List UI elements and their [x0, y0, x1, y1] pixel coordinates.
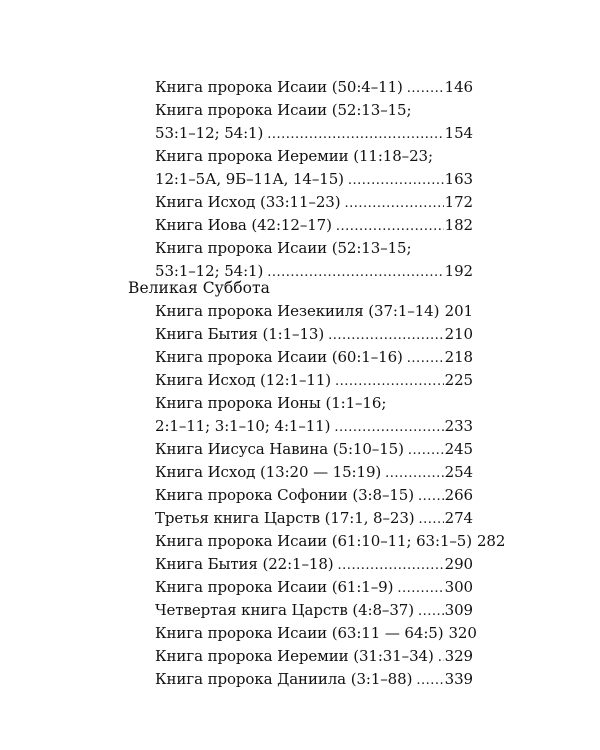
- dot-leader: [344, 192, 443, 215]
- toc-entry[interactable]: [155, 530, 506, 553]
- dot-leader: [407, 77, 444, 100]
- toc-entry-title: Книга Исход (12:1–11): [155, 371, 332, 389]
- toc-line: [155, 237, 473, 260]
- dot-leader: [338, 554, 444, 577]
- toc-entry-title-cont: 53:1–12; 54:1): [155, 124, 264, 142]
- dot-leader: [335, 370, 444, 393]
- toc-entry[interactable]: [155, 507, 473, 530]
- toc-entry-title-cont: 53:1–12; 54:1): [155, 262, 264, 280]
- toc-section-holy-saturday: [0, 276, 600, 691]
- toc-line: [155, 392, 473, 415]
- toc-page-number: 172: [444, 193, 473, 211]
- toc-entry-title: Четвертая книга Царств (4:8–37): [155, 601, 414, 619]
- toc-entry-title: Книга пророка Исаии (61:1–9): [155, 578, 394, 596]
- toc-entry-title: Книга пророка Даниила (3:1–88): [155, 670, 413, 688]
- toc-line: [155, 484, 473, 507]
- toc-page-number: 300: [444, 578, 473, 596]
- toc-entry-title: Книга Исход (33:11–23): [155, 193, 341, 211]
- toc-entry-title: Книга пророка Исаии (63:11 — 64:5): [155, 624, 444, 642]
- toc-page-number: 201: [444, 302, 473, 320]
- toc-page-number: 154: [444, 124, 473, 142]
- toc-line: [155, 168, 473, 191]
- toc-line: [155, 300, 473, 323]
- dot-leader: [419, 508, 444, 531]
- toc-line: [155, 415, 473, 438]
- dot-leader: [407, 347, 444, 370]
- toc-entry[interactable]: [155, 191, 473, 214]
- toc-entry[interactable]: [155, 99, 473, 145]
- toc-entry[interactable]: [155, 484, 473, 507]
- toc-entry-title: Книга Бытия (22:1–18): [155, 555, 334, 573]
- dot-leader: [336, 215, 444, 238]
- toc-page-number: 290: [444, 555, 473, 573]
- toc-line: [155, 530, 506, 553]
- dot-leader: [418, 600, 444, 623]
- toc-entry-title-cont: 2:1–11; 3:1–10; 4:1–11): [155, 417, 331, 435]
- toc-entry[interactable]: [155, 622, 477, 645]
- toc-line: [155, 214, 473, 237]
- toc-line: [155, 507, 473, 530]
- toc-entry[interactable]: [155, 346, 473, 369]
- toc-entry[interactable]: [155, 576, 473, 599]
- toc-entry-title: Книга пророка Иеремии (31:31–34): [155, 647, 434, 665]
- toc-page-number: 218: [444, 348, 473, 366]
- dot-leader: [385, 462, 444, 485]
- toc-line: [155, 599, 473, 622]
- toc-entry[interactable]: [155, 599, 473, 622]
- toc-line: [155, 461, 473, 484]
- toc-entry-title: Книга пророка Иеремии (11:18–23;: [155, 147, 433, 165]
- toc-page-number: 146: [444, 78, 473, 96]
- toc-page-number: 245: [444, 440, 473, 458]
- toc-entry[interactable]: [155, 76, 473, 99]
- toc-line: [155, 99, 473, 122]
- dot-leader: [328, 324, 444, 347]
- toc-entry[interactable]: [155, 645, 473, 668]
- toc-line: [155, 645, 473, 668]
- toc-entry-title-cont: 12:1–5А, 9Б–11А, 14–15): [155, 170, 344, 188]
- toc-entry[interactable]: [155, 369, 473, 392]
- toc-entry[interactable]: [155, 323, 473, 346]
- toc-page-number: 210: [444, 325, 473, 343]
- toc-entry[interactable]: [155, 668, 473, 691]
- toc-line: [155, 145, 473, 168]
- toc-line: [155, 76, 473, 99]
- section-title: Великая Суббота: [128, 279, 270, 297]
- toc-entry-title: Книга пророка Ионы (1:1–16;: [155, 394, 387, 412]
- toc-entry[interactable]: [155, 214, 473, 237]
- toc-page-number: 282: [476, 532, 506, 550]
- dot-leader: [334, 416, 443, 439]
- dot-leader: [397, 577, 443, 600]
- toc-entry-title: Книга пророка Софонии (3:8–15): [155, 486, 414, 504]
- toc-entry-title: Книга пророка Исаии (52:13–15;: [155, 101, 412, 119]
- toc-entry-title: Книга пророка Исаии (60:1–16): [155, 348, 403, 366]
- toc-entry[interactable]: [155, 461, 473, 484]
- toc-entry[interactable]: [155, 438, 473, 461]
- toc-entry-title: Книга Бытия (1:1–13): [155, 325, 325, 343]
- dot-leader: [348, 169, 444, 192]
- toc-page-number: 254: [444, 463, 473, 481]
- toc-entry[interactable]: [155, 300, 473, 323]
- toc-line: [155, 622, 477, 645]
- dot-leader: [408, 439, 444, 462]
- toc-line: [155, 122, 473, 145]
- toc-entry-title: Книга Исход (13:20 — 15:19): [155, 463, 382, 481]
- toc-entry[interactable]: [155, 553, 473, 576]
- toc-entry[interactable]: [155, 392, 473, 438]
- toc-page-number: 182: [444, 216, 473, 234]
- toc-line: [155, 576, 473, 599]
- toc-line: [155, 191, 473, 214]
- toc-page-number: 274: [444, 509, 473, 527]
- toc-page-number: 225: [444, 371, 473, 389]
- toc-page-number: 309: [444, 601, 473, 619]
- dot-leader: [416, 669, 443, 692]
- toc-entry-title: Книга Иова (42:12–17): [155, 216, 332, 234]
- toc-line: [155, 323, 473, 346]
- toc-line: [155, 369, 473, 392]
- toc-entry-title: Книга пророка Исаии (61:10–11; 63:1–5): [155, 532, 472, 550]
- toc-page-number: 329: [444, 647, 473, 665]
- dot-leader: [438, 646, 444, 669]
- toc-page-number: 192: [444, 262, 473, 280]
- toc-line: [155, 346, 473, 369]
- toc-line: [155, 438, 473, 461]
- toc-page-number: 163: [444, 170, 473, 188]
- toc-page-number: 233: [444, 417, 473, 435]
- toc-page-number: 266: [444, 486, 473, 504]
- toc-line: [155, 668, 473, 691]
- toc-entry-title: Книга пророка Иезекииля (37:1–14): [155, 302, 440, 320]
- toc-line: [155, 553, 473, 576]
- dot-leader: [267, 123, 443, 146]
- toc-entry-title: Книга Иисуса Навина (5:10–15): [155, 440, 404, 458]
- toc-section-continued: [0, 76, 600, 283]
- toc-entry[interactable]: [155, 145, 473, 191]
- toc-entry-title: Книга пророка Исаии (50:4–11): [155, 78, 403, 96]
- toc-entry-title: Книга пророка Исаии (52:13–15;: [155, 239, 412, 257]
- toc-page-number: 339: [444, 670, 473, 688]
- toc-entry-title: Третья книга Царств (17:1, 8–23): [155, 509, 415, 527]
- toc-page-number: 320: [448, 624, 477, 642]
- dot-leader: [418, 485, 444, 508]
